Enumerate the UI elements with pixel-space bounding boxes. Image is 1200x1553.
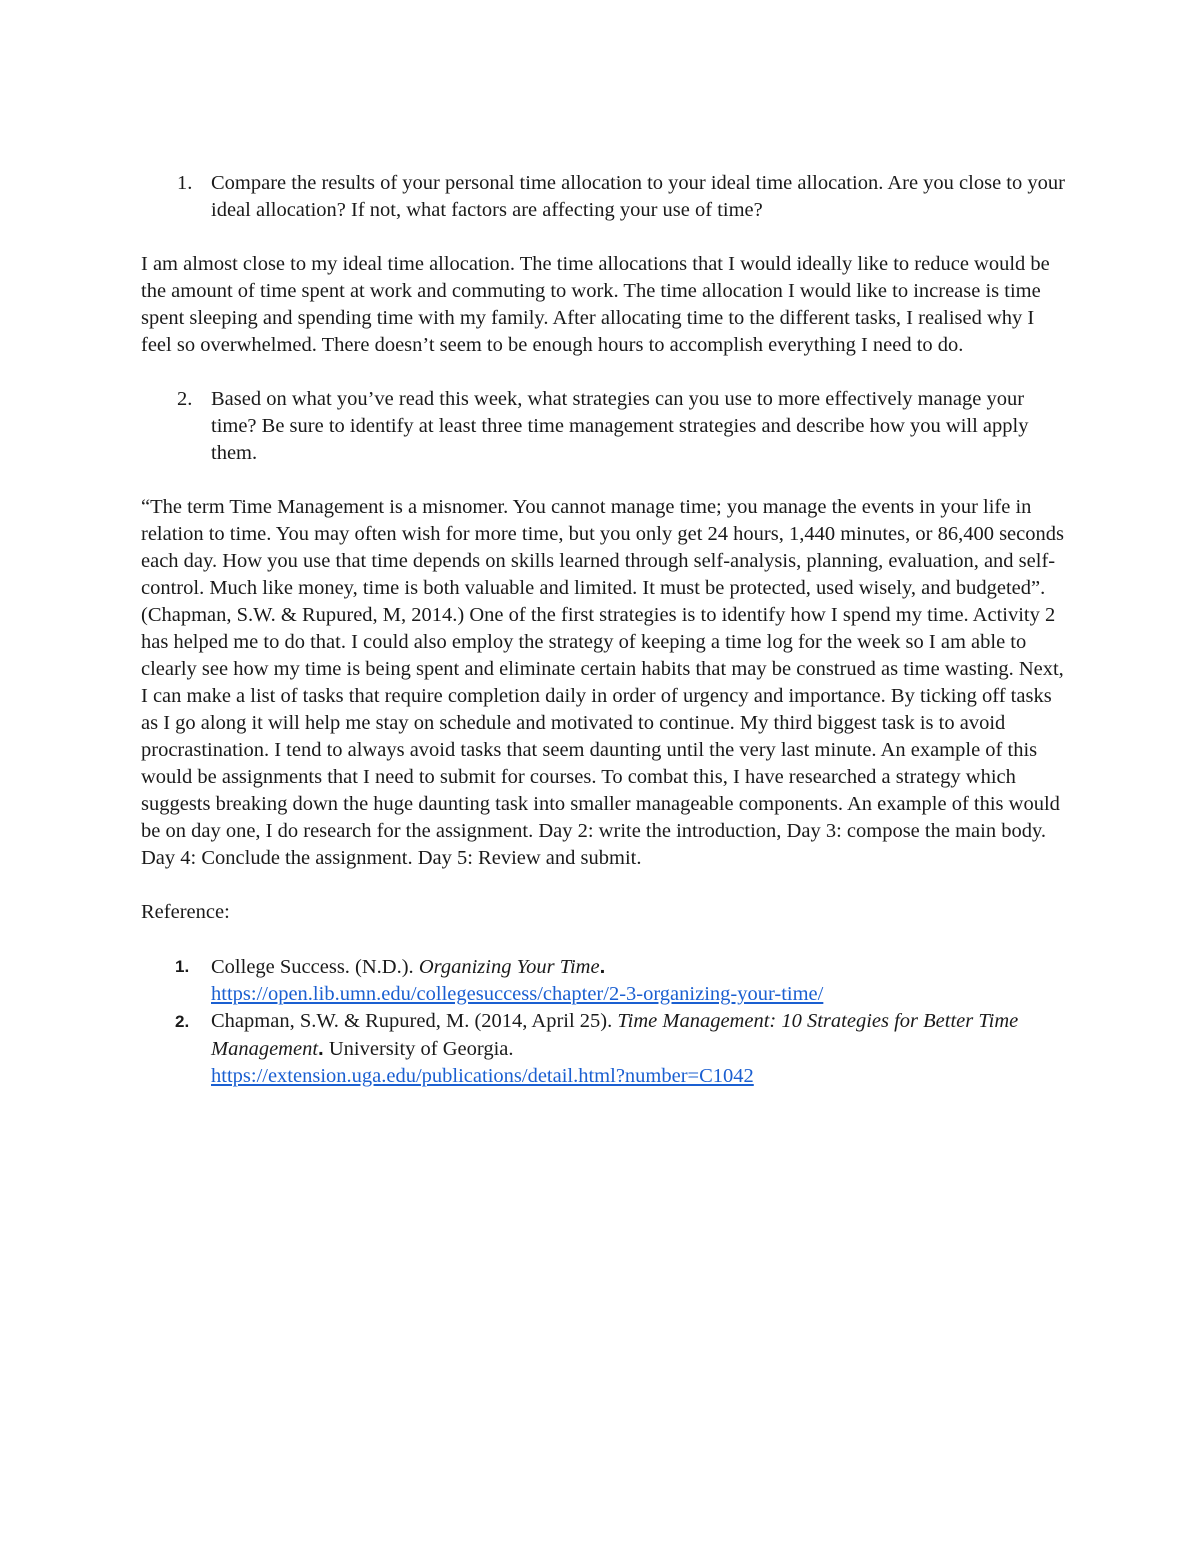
reference-2-prefix: Chapman, S.W. & Rupured, M. (2014, April 25). <box>211 1010 618 1032</box>
reference-list <box>141 953 1066 1090</box>
reference-1-number: 1. <box>175 957 190 976</box>
question-2-number: 2. <box>177 388 193 410</box>
reference-2-title: Time Management: 10 Strategies for Better Time Management <box>211 1010 1019 1060</box>
reference-2-title-end: . <box>318 1037 324 1060</box>
question-1-number: 1. <box>177 172 193 194</box>
reference-1-prefix: College Success. (N.D.). <box>211 956 419 978</box>
reference-heading: Reference: <box>141 901 230 923</box>
reference-item-2 <box>141 1008 1066 1090</box>
reference-item-1 <box>141 953 1066 1008</box>
question-2-text: Based on what you’ve read this week, what strategies can you use to more effectively manage your time? Be sure to identify at least three time management strategies and describe how you will apply them. <box>211 388 1029 464</box>
reference-2-link[interactable]: https://extension.uga.edu/publications/detail.html?number=C1042 <box>211 1065 754 1087</box>
reference-2-number: 2. <box>175 1012 190 1031</box>
question-1 <box>141 170 1066 224</box>
reference-1-title: Organizing Your Time <box>418 956 600 978</box>
reference-1-link[interactable]: https://open.lib.umn.edu/collegesuccess/chapter/2-3-organizing-your-time/ <box>211 983 824 1005</box>
answer-1: I am almost close to my ideal time allocation. The time allocations that I would ideally like to reduce would be the amount of time spent at work and commuting to work. The time allocation I would like to increase is time spent sleeping and spending time with my family. After allocating time to the different tasks, I realised why I feel so overwhelmed. There doesn’t seem to be enough hours to accomplish everything I need to do. <box>141 253 1050 356</box>
question-2 <box>141 386 1066 467</box>
document-page <box>141 170 1066 1090</box>
reference-2-suffix: University of Georgia. <box>323 1038 514 1060</box>
answer-2: “The term Time Management is a misnomer. You cannot manage time; you manage the events in your life in relation to time. You may often wish for more time, but you only get 24 hours, 1,440 minutes, or 86,400 seconds each day. How you use that time depends on skills learned through self-analysis, planning, evaluation, and self-control. Much like money, time is both valuable and limited. It must be protected, used wisely, and budgeted”. (Chapman, S.W. & Rupured, M, 2014.) One of the first strategies is to identify how I spend my time. Activity 2 has helped me to do that. I could also employ the strategy of keeping a time log for the week so I am able to clearly see how my time is being spent and eliminate certain habits that may be construed as time wasting. Next, I can make a list of tasks that require completion daily in order of urgency and importance. By ticking off tasks as I go along it will help me stay on schedule and motivated to continue. My third biggest task is to avoid procrastination. I tend to always avoid tasks that seem daunting until the very last minute. An example of this would be assignments that I need to submit for courses. To combat this, I have researched a strategy which suggests breaking down the huge daunting task into smaller manageable components. An example of this would be on day one, I do research for the assignment. Day 2: write the introduction, Day 3: compose the main body. Day 4: Conclude the assignment. Day 5: Review and submit. <box>141 496 1064 869</box>
reference-1-title-end: . <box>599 955 606 978</box>
question-1-text: Compare the results of your personal time allocation to your ideal time allocation. Are you close to your ideal allocation? If not, what factors are affecting your use of time? <box>211 172 1065 221</box>
